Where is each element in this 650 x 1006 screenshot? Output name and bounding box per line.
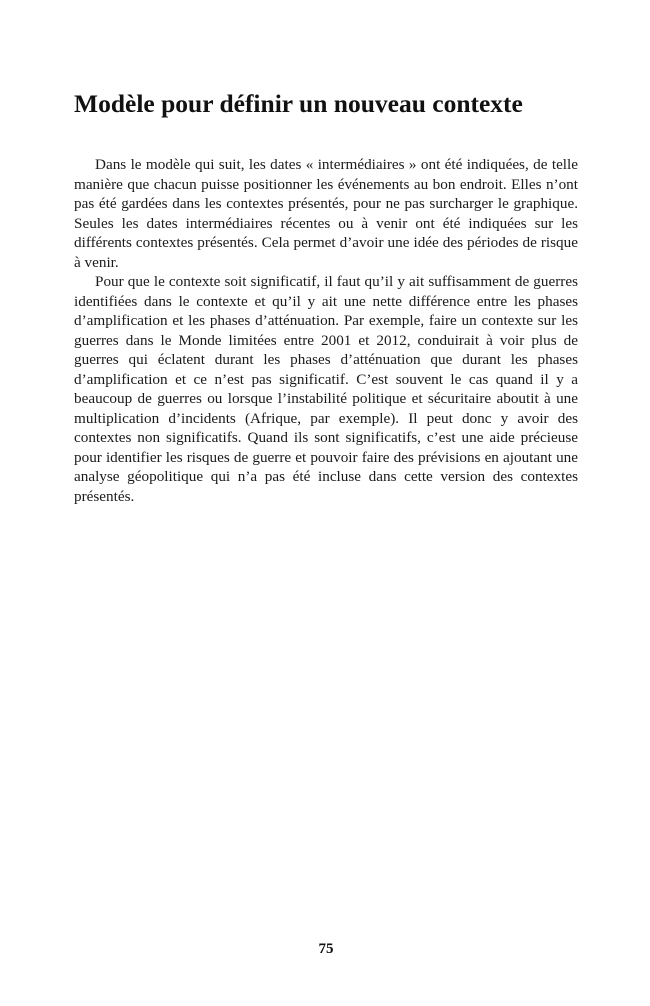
book-page (74, 0, 578, 1006)
paragraph-1: Dans le modèle qui suit, les dates « intermédiaires » ont été indiquées, de telle manière que chacun puisse positionner les événements au bon endroit. Elles n’ont pas été gardées dans les contextes présentés, pour ne pas surcharger le graphique. Seules les dates intermédiaires récentes ou à venir ont été indiquées sur les différents contextes présentés. Cela permet d’avoir une idée des périodes de risque à venir. (74, 156, 578, 271)
paragraph-2: Pour que le contexte soit significatif, il faut qu’il y ait suffisamment de guerres identifiées dans le contexte et qu’il y ait une nette différence entre les phases d’amplification et les phases d’atténuation. Par exemple, faire un contexte sur les guerres dans le Monde limitées entre 2001 et 2012, conduirait à voir plus de guerres qui éclatent durant les phases d’atténuation que durant les phases d’amplification et ce n’est pas significatif. C’est souvent le cas quand il y a beaucoup de guerres ou lorsque l’instabilité politique et sécuritaire aboutit à une multiplication d’incidents (Afrique, par exemple). Il peut donc y avoir des contextes non significatifs. Quand ils sont significatifs, c’est une aide précieuse pour identifier les risques de guerre et pouvoir faire des prévisions en ajoutant une analyse géopolitique qui n’a pas été incluse dans cette version des contextes présentés. (74, 273, 578, 505)
page-title: Modèle pour définir un nouveau contexte (74, 89, 523, 118)
page-number: 75 (318, 941, 334, 957)
body-text (74, 155, 578, 506)
